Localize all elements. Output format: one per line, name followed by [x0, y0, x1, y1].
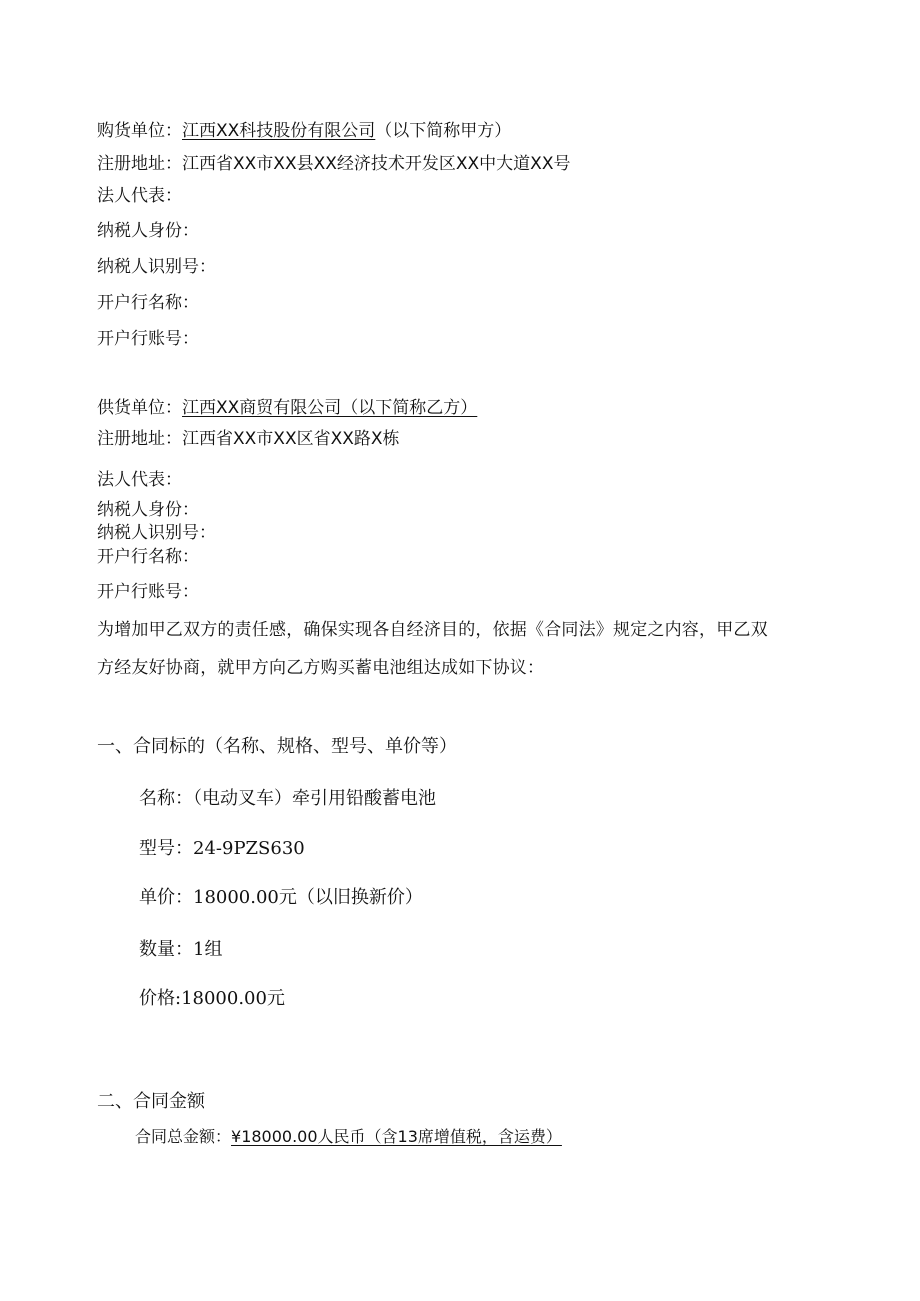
section2-heading: 二、合同金额: [97, 1091, 205, 1112]
total-label: 合同总金额：: [135, 1127, 232, 1146]
seller-taxpayer-identity: 纳税人身份：: [97, 500, 199, 520]
buyer-address: 注册地址：江西省XX市XX县XX经济技术开发区XX中大道XX号: [97, 154, 571, 174]
buyer-unit-suffix: （以下简称甲方）: [375, 121, 512, 141]
intro-line-1: 为增加甲乙双方的责任感，确保实现各自经济目的，依据《合同法》规定之内容，甲乙双: [97, 620, 768, 640]
buyer-legal-rep: 法人代表：: [97, 186, 182, 206]
buyer-unit-label: 购货单位：: [97, 121, 182, 141]
item-price: 价格:18000.00元: [139, 988, 285, 1009]
seller-bank-name: 开户行名称：: [97, 547, 199, 567]
seller-bank-account: 开户行账号：: [97, 582, 199, 602]
seller-taxpayer-id: 纳税人识别号：: [97, 523, 216, 543]
section1-heading: 一、合同标的（名称、规格、型号、单价等）: [97, 736, 457, 757]
total-amount: [135, 1126, 562, 1148]
item-quantity: 数量：1组: [139, 939, 223, 960]
intro-line-2: 方经友好协商，就甲方向乙方购买蓄电池组达成如下协议：: [97, 658, 545, 678]
item-model: 型号：24-9PZS630: [139, 838, 305, 859]
buyer-taxpayer-identity: 纳税人身份：: [97, 221, 199, 241]
total-value: ¥18000.00人民币（含13席增值税，含运费）: [231, 1127, 562, 1146]
seller-legal-rep: 法人代表：: [97, 470, 182, 490]
buyer-unit: [97, 120, 511, 142]
item-name: 名称：（电动叉车）牵引用铅酸蓄电池: [139, 788, 436, 809]
buyer-taxpayer-id: 纳税人识别号：: [97, 257, 216, 277]
item-unit-price: 单价：18000.00元（以旧换新价）: [139, 887, 423, 908]
seller-unit-name: 江西XX商贸有限公司（以下简称乙方）: [182, 398, 478, 418]
buyer-bank-name: 开户行名称：: [97, 293, 199, 313]
seller-unit-label: 供货单位：: [97, 398, 182, 418]
seller-address: 注册地址：江西省XX市XX区省XX路X栋: [97, 429, 400, 449]
seller-unit: [97, 397, 477, 419]
buyer-bank-account: 开户行账号：: [97, 329, 199, 349]
buyer-unit-name: 江西XX科技股份有限公司: [182, 121, 376, 141]
